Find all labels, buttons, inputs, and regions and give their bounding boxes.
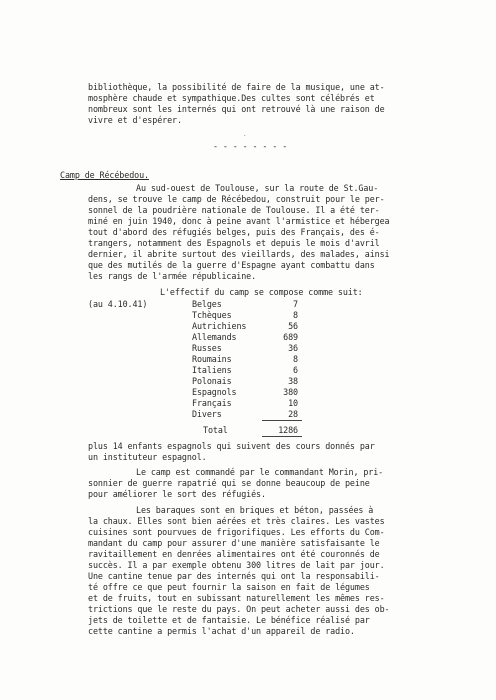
intro-line-2: mosphère chaude et sympathique.Des cultes sont célébrés et	[88, 93, 375, 103]
table-label: Autrichiens	[192, 321, 247, 331]
table-value: 28	[288, 409, 298, 419]
para3-line-4: mandant du camp pour assurer d'une manière satisfaisante le	[88, 538, 380, 548]
para3-line-5: ravitaillement en denrées alimentaires ont été couronnés de	[88, 549, 380, 559]
para3-line-7: Une cantine tenue par des internés qui ont la responsabili-	[88, 571, 380, 581]
total-underline	[262, 436, 302, 437]
total-rule	[262, 420, 302, 421]
table-label: Belges	[192, 299, 222, 309]
table-value: 36	[288, 343, 298, 353]
para2-line-1: Le camp est commandé par le commandant Morin, pri-	[136, 467, 384, 477]
para2-line-2: sonnier de guerre rapatrié qui se donne beaucoup de peine	[88, 478, 370, 488]
table-value: 6	[293, 365, 298, 375]
table-date: (au 4.10.41)	[88, 299, 148, 309]
para3-line-8: té offre ce que peut fournir la saison en fait de légumes	[88, 582, 370, 592]
separator: - - - - - - - -	[213, 141, 288, 151]
table-value: 8	[293, 310, 298, 320]
after-table-line-1: plus 14 enfants espagnols qui suivent des cours donnés par	[88, 441, 375, 451]
table-value: 380	[283, 387, 298, 397]
effectif-line: L'effectif du camp se compose comme suit:	[160, 287, 363, 297]
table-value: 8	[293, 354, 298, 364]
table-label: Roumains	[192, 354, 232, 364]
intro-line-1: bibliothèque, la possibilité de faire de la musique, une at-	[88, 82, 385, 92]
table-value: 689	[283, 332, 298, 342]
table-value: 38	[288, 376, 298, 386]
section-title: Camp de Récébedou.	[60, 170, 149, 180]
table-label: Français	[192, 398, 232, 408]
para3-line-3: cuisines sont pourvues de frigorifiques. Les efforts du Com-	[88, 527, 385, 537]
intro-line-3: nombreux sont les internés qui ont retrouvé là une raison de	[88, 104, 385, 114]
para2-line-3: pour améliorer le sort des réfugiés.	[88, 489, 266, 499]
para1-line-2: dens, se trouve le camp de Récébedou, construit pour le per-	[88, 194, 385, 204]
para1-line-3: sonnel de la poudrière nationale de Toulouse. Il a été ter-	[88, 205, 380, 215]
para1-line-5: tout d'abord des réfugiés belges, puis des Français, des é-	[88, 227, 380, 237]
total-label: Total	[203, 425, 228, 435]
table-label: Espagnols	[192, 387, 237, 397]
table-label: Italiens	[192, 365, 232, 375]
table-value: 56	[288, 321, 298, 331]
para1-line-7: dernier, il abrite surtout des vieillards, des malades, ainsi	[88, 249, 390, 259]
total-value: 1286	[278, 425, 298, 435]
para1-line-9: les rangs de l'armée républicaine.	[88, 271, 257, 281]
para3-line-12: cette cantine a permis l'achat d'un appareil de radio.	[88, 626, 355, 636]
after-table-line-2: un instituteur espagnol.	[88, 452, 207, 462]
para1-line-8: que des mutilés de la guerre d'Espagne ayant combattu dans	[88, 260, 375, 270]
table-label: Divers	[192, 409, 222, 419]
intro-line-4: vivre et d'espérer.	[88, 115, 182, 125]
para1-line-1: Au sud-ouest de Toulouse, sur la route de St.Gau-	[136, 183, 379, 193]
table-value: 7	[293, 299, 298, 309]
para3-line-6: succès. Il a par exemple obtenu 300 litres de lait par jour.	[88, 560, 385, 570]
para1-line-6: trangers, notamment des Espagnols et depuis le mois d'avril	[88, 238, 380, 248]
table-value: 10	[288, 398, 298, 408]
table-label: Russes	[192, 343, 222, 353]
dot-mark: .	[243, 131, 247, 138]
table-label: Allemands	[192, 332, 237, 342]
para3-line-11: jets de toilette et de fantaisie. Le bénéfice réalisé par	[88, 615, 370, 625]
para1-line-4: miné en juin 1940, donc à peine avant l'armistice et hébergea	[88, 216, 390, 226]
para3-line-10: trictions que le reste du pays. On peut acheter aussi des ob-	[88, 604, 390, 614]
para3-line-1: Les baraques sont en briques et béton, passées à	[136, 505, 374, 515]
table-label: Tchèques	[192, 310, 232, 320]
para3-line-2: la chaux. Elles sont bien aérées et très claires. Les vastes	[88, 516, 385, 526]
table-label: Polonais	[192, 376, 232, 386]
para3-line-9: et de fruits, tout en subissant naturellement les mêmes res-	[88, 593, 385, 603]
